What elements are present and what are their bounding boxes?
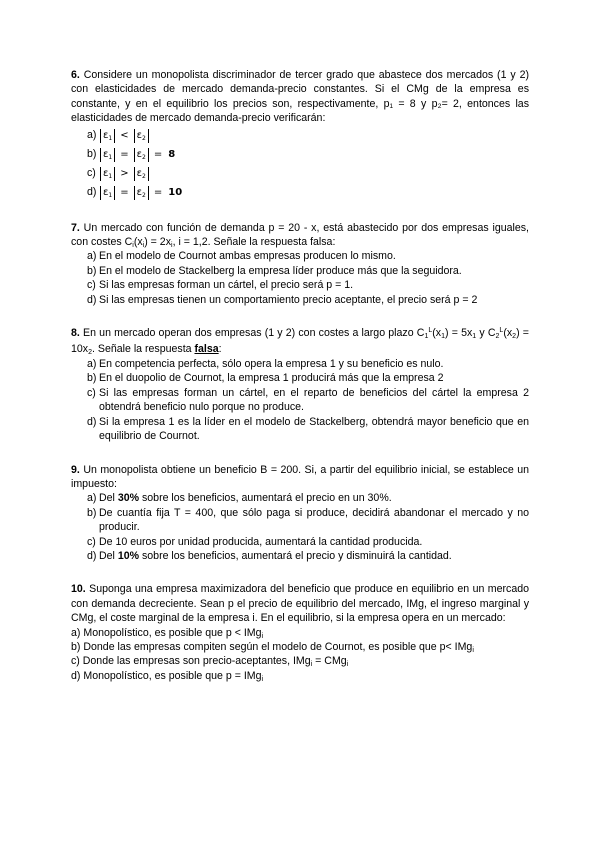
question-number: 9.: [71, 463, 80, 476]
question-8: [71, 326, 529, 443]
question-7-options: [71, 249, 529, 307]
question-10: [71, 582, 529, 683]
question-8-options: [71, 357, 529, 443]
option-c: c) Si las empresas forman un cártel, el precio será p = 1.: [87, 279, 354, 292]
question-9-options: [71, 491, 529, 563]
question-7-text: 7. Un mercado con función de demanda p = 20 - x, está abastecido por dos empresas iguales, con costes $C_i(x_i) = 2x_i$, i = 1,2. Señale la respuesta falsa:: [71, 221, 529, 250]
option-d: d) Si las empresas tienen un comportamiento precio aceptante, el precio será p = 2: [87, 293, 478, 306]
option-c: c) Donde las empresas son precio-aceptantes, IMg$_i$ = CMg$_i$: [71, 655, 349, 669]
question-7: [71, 221, 529, 307]
option-a: a) Del 30% sobre los beneficios, aumentará el precio en un 30%.: [87, 492, 392, 505]
question-6-text: 6. Considere un monopolista discriminador de tercer grado que abastece dos mercados (1 y 2) con elasticidades de mercado demanda-precio constantes. Si el CMg de la empresa es constante, y en el equilibrio los precios son, respectivamente, p₁ = 8 y p₂= 2, entonces las elasticidades de mercado demanda-precio verificarán:: [71, 69, 529, 125]
option-d: d) Del 10% sobre los beneficios, aumentará el precio y disminuirá la cantidad.: [87, 549, 452, 562]
option-d: d) $\varepsilon_1$ = $\varepsilon_2$ = 10: [87, 185, 183, 199]
option-d: d) Si la empresa 1 es la líder en el modelo de Stackelberg, obtendrá mayor beneficio que en equilibrio de Cournot.: [87, 415, 529, 443]
option-a: a) $\varepsilon_1$ < $\varepsilon_2$: [71, 126, 529, 145]
option-c: c) $\varepsilon_1$ > $\varepsilon_2$: [71, 164, 529, 183]
option-a: a) En competencia perfecta, sólo opera la empresa 1 y su beneficio es nulo.: [87, 358, 444, 371]
option-a: a) Monopolístico, es posible que p < IMg$_i$: [71, 626, 264, 640]
document-page: [71, 68, 529, 702]
question-10-text: 10. Suponga una empresa maximizadora del beneficio que produce en equilibrio en un mercado con demanda decreciente. Sean p el precio de equilibrio del mercado, IMg, el ingreso marginal y CMg, el coste marginal de la empresa i. En el equilibrio, si la empresa opera en un mercado:: [71, 583, 529, 625]
option-b: b) De cuantía fija T = 400, que sólo paga si produce, decidirá abandonar el mercado y no producir.: [87, 506, 529, 534]
option-d: d) Monopolístico, es posible que p = IMg$_i$: [71, 669, 264, 683]
question-number: 7.: [71, 221, 80, 234]
option-c: c) Si las empresas forman un cártel, en el reparto de beneficios del cártel la empresa 2 obtendrá beneficio nulo porque no produce.: [87, 386, 529, 414]
option-b: b) En el modelo de Stackelberg la empresa líder produce más que la seguidora.: [87, 264, 462, 277]
question-number: 6.: [71, 69, 80, 81]
option-b: b) $\varepsilon_1$ = $\varepsilon_2$ = 8: [87, 147, 176, 161]
option-a: a) En el modelo de Cournot ambas empresas producen lo mismo.: [87, 250, 396, 263]
question-8-text: 8. En un mercado operan dos empresas (1 y 2) con costes a largo plazo $C_1^L(x_1) = 5x_1$ y $C_2^L(x_2) = 10x_2$. Señale la respuesta falsa:: [71, 327, 529, 356]
question-number: 8.: [71, 327, 80, 340]
option-b: b) En el duopolio de Cournot, la empresa 1 producirá más que la empresa 2: [87, 372, 444, 385]
question-number: 10.: [71, 583, 86, 596]
question-6-options: [71, 126, 529, 202]
question-9-text: 9. Un monopolista obtiene un beneficio B = 200. Si, a partir del equilibrio inicial, se establece un impuesto:: [71, 463, 530, 490]
question-9: [71, 463, 529, 564]
question-10-options: [71, 626, 529, 684]
option-b: b) Donde las empresas compiten según el modelo de Cournot, es posible que p< IMg$_i$: [71, 640, 474, 654]
option-c: c) De 10 euros por unidad producida, aumentará la cantidad producida.: [87, 535, 423, 548]
question-6: [71, 68, 529, 202]
